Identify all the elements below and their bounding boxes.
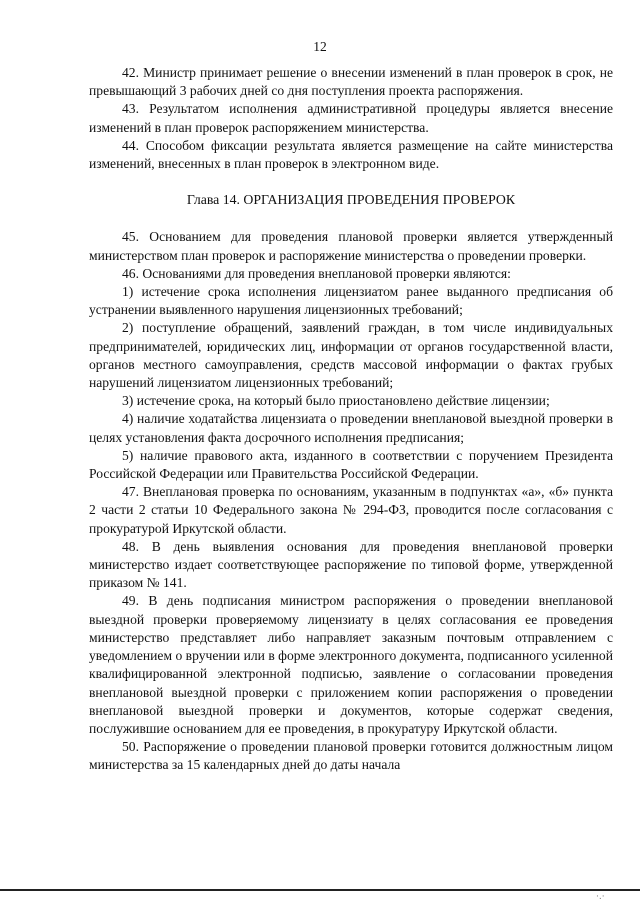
scan-mark: ·.· xyxy=(596,892,605,902)
page-bottom-edge xyxy=(0,889,640,891)
paragraph-49: 49. В день подписания министром распоряжения о проведении внеплановой выездной проверки проверяемому лицензиату в целях согласования ее проведения министерство представляет либо направляет заказным почтовым отправлением с уведомлением о вручении или в форме электронного документа, подписанного усиленной квалифицированной электронной подписью, заявление о согласовании проведения внеплановой выездной проверки с приложением копии распоряжения о проведении внеплановой выездной проверки и документов, которые содержат сведения, послужившие основанием для ее проведения, в прокуратуру Иркутской области. xyxy=(89,593,613,736)
paragraph-47: 47. Внеплановая проверка по основаниям, указанным в подпунктах «а», «б» пункта 2 части 2 статьи 10 Федерального закона № 294-ФЗ, проводится после согласования с прокуратурой Иркутской области. xyxy=(89,484,613,536)
paragraph-43: 43. Результатом исполнения административной процедуры является внесение изменений в план проверок распоряжением министерства. xyxy=(89,101,613,135)
list-item-2: 2) поступление обращений, заявлений граждан, в том числе индивидуальных предпринимателей, юридических лиц, информации от органов государственной власти, органов местного самоуправления, средств массовой информации о фактах грубых нарушений лицензиатом лицензионных требований; xyxy=(89,320,613,391)
paragraph-50: 50. Распоряжение о проведении плановой проверки готовится должностным лицом министерства за 15 календарных дней до даты начала xyxy=(89,739,613,773)
paragraph-44: 44. Способом фиксации результата является размещение на сайте министерства изменений, внесенных в план проверок в электронном виде. xyxy=(89,137,613,172)
list-item-4: 4) наличие ходатайства лицензиата о проведении внеплановой выездной проверки в целях установления факта досрочного исполнения предписания; xyxy=(89,411,613,445)
list-item-5: 5) наличие правового акта, изданного в соответствии с поручением Президента Российской Федерации или Правительства Российской Федерации. xyxy=(89,447,613,482)
document-body xyxy=(89,64,613,775)
chapter-heading: Глава 14. ОРГАНИЗАЦИЯ ПРОВЕДЕНИЯ ПРОВЕРОК xyxy=(186,192,516,208)
list-item-3: 3) истечение срока, на который было приостановлено действие лицензии; xyxy=(122,393,550,409)
list-item-1: 1) истечение срока исполнения лицензиатом ранее выданного предписания об устранении выявленного нарушения лицензионных требований; xyxy=(89,284,613,318)
paragraph-45: 45. Основанием для проведения плановой проверки является утвержденный министерством план проверок и распоряжение министерства о проведении проверки. xyxy=(89,229,613,263)
paragraph-42: 42. Министр принимает решение о внесении изменений в план проверок в срок, не превышающий 3 рабочих дней со дня поступления проекта распоряжения. xyxy=(89,65,613,99)
page-number: 12 xyxy=(313,39,327,54)
paragraph-48: 48. В день выявления основания для проведения внеплановой проверки министерство издает соответствующее распоряжение по типовой форме, утвержденной приказом № 141. xyxy=(89,538,613,591)
paragraph-46: 46. Основаниями для проведения внеплановой проверки являются: xyxy=(122,265,511,281)
